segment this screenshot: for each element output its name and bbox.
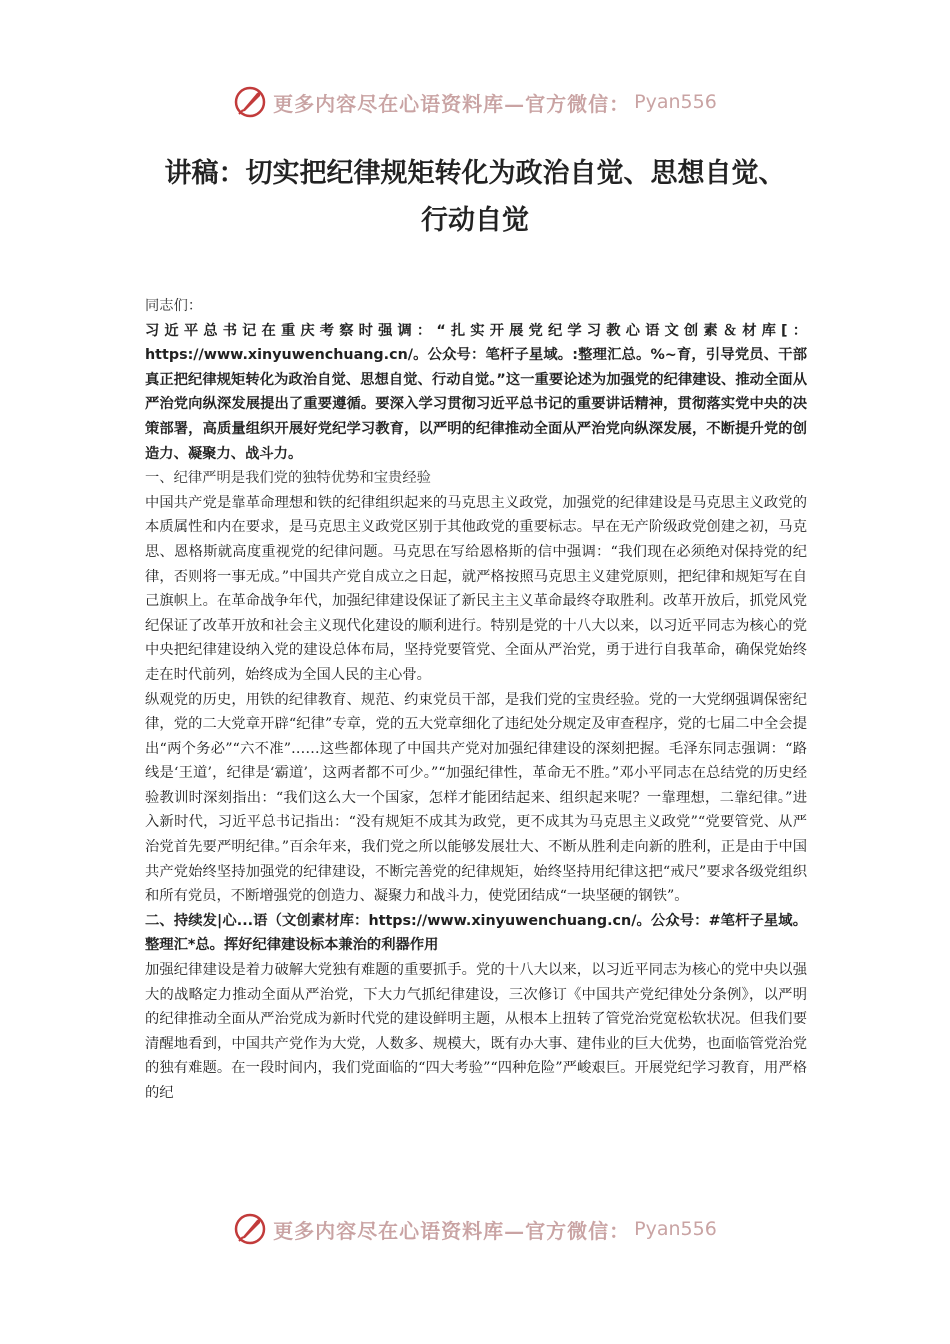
title-line-2: 行动自觉 (421, 205, 529, 236)
title-line-1: 讲稿：切实把纪律规矩转化为政治自觉、思想自觉、 (164, 158, 786, 189)
banner-wechat-id: Pyan556 (634, 1218, 717, 1240)
banner-text: 更多内容尽在心语资料库—官方微信： (273, 91, 631, 116)
header-banner (0, 82, 950, 122)
section-heading-2: 二、持续发|心...语（文创素材库：https://www.xinyuwenchuang.cn/。公众号：#笔杆子星域。整理汇*总。挥好纪律建设标本兼治的利器作用 (145, 912, 807, 954)
section-heading-1: 一、纪律严明是我们党的独特优势和宝贵经验 (145, 470, 431, 487)
salutation: 同志们： (145, 298, 203, 314)
paragraph-1: 中国共产党是靠革命理想和铁的纪律组织起来的马克思主义政党，加强党的纪律建设是马克思主义政党的本质属性和内在要求，是马克思主义政党区别于其他政党的重要标志。早在无产阶级政党创建之初，马克思、恩格斯就高度重视党的纪律问题。马克思在写给恩格斯的信中强调：“我们现在必须绝对保持党的纪律，否则将一事无成。”中国共产党自成立之日起，就严格按照马克思主义建党原则，把纪律和规矩写在自己旗帜上。在革命战争年代，加强纪律建设保证了新民主主义革命最终夺取胜利。改革开放后，抓党风党纪保证了改革开放和社会主义现代化建设的顺利进行。特别是党的十八大以来，以习近平同志为核心的党中央把纪律建设纳入党的建设总体布局，坚持党要管党、全面从严治党，勇于进行自我革命，确保党始终走在时代前列，始终成为全国人民的主心骨。 (145, 494, 807, 683)
document-title (120, 150, 830, 244)
quill-logo-icon (233, 85, 267, 119)
intro-paragraph: 习近平总书记在重庆考察时强调：“扎实开展党纪学习教心语文创素＆材库[：https://www.xinyuwenchuang.cn/。公众号：笔杆子星域。:整理汇总。%~育，引导党员、干部真正把纪律规矩转化为政治自觉、思想自觉、行动自觉。”这一重要论述为加强党的纪律建设、推动全面从严治党向纵深发展提出了重要遵循。要深入学习贯彻习近平总书记的重要讲话精神，贯彻落实党中央的决策部署，高质量组织开展好党纪学习教育，以严明的纪律推动全面从严治党向纵深发展，不断提升党的创造力、凝聚力、战斗力。 (145, 322, 807, 462)
banner-wechat-id: Pyan556 (634, 91, 717, 113)
paragraph-2: 纵观党的历史，用铁的纪律教育、规范、约束党员干部，是我们党的宝贵经验。党的一大党纲强调保密纪律，党的二大党章开辟“纪律”专章，党的五大党章细化了违纪处分规定及审查程序，党的七届二中全会提出“两个务必”“六不准”……这些都体现了中国共产党对加强纪律建设的深刻把握。毛泽东同志强调：“路线是‘王道’，纪律是‘霸道’，这两者都不可少。”“加强纪律性，革命无不胜。”邓小平同志在总结党的历史经验教训时深刻指出：“我们这么大一个国家，怎样才能团结起来、组织起来呢？一靠理想，二靠纪律。”进入新时代，习近平总书记指出：“没有规矩不成其为政党，更不成其为马克思主义政党”“党要管党、从严治党首先要严明纪律。”百余年来，我们党之所以能够发展壮大、不断从胜利走向新的胜利，正是由于中国共产党始终坚持加强党的纪律建设，不断完善党的纪律规矩，始终坚持用纪律这把“戒尺”要求各级党组织和所有党员，不断增强党的创造力、凝聚力和战斗力，使党团结成“一块坚硬的钢铁”。 (145, 691, 807, 905)
quill-logo-icon (233, 1212, 267, 1246)
banner-text: 更多内容尽在心语资料库—官方微信： (273, 1218, 631, 1243)
document-body (145, 294, 807, 1106)
footer-banner (0, 1209, 950, 1249)
paragraph-3: 加强纪律建设是着力破解大党独有难题的重要抓手。党的十八大以来，以习近平同志为核心的党中央以强大的战略定力推动全面从严治党，下大力气抓纪律建设，三次修订《中国共产党纪律处分条例》，以严明的纪律推动全面从严治党成为新时代党的建设鲜明主题，从根本上扭转了管党治党宽松软状况。但我们要清醒地看到，中国共产党作为大党，人数多、规模大，既有办大事、建伟业的巨大优势，也面临管党治党的独有难题。在一段时间内，我们党面临的“四大考验”“四种危险”严峻艰巨。开展党纪学习教育，用严格的纪 (145, 962, 807, 1101)
